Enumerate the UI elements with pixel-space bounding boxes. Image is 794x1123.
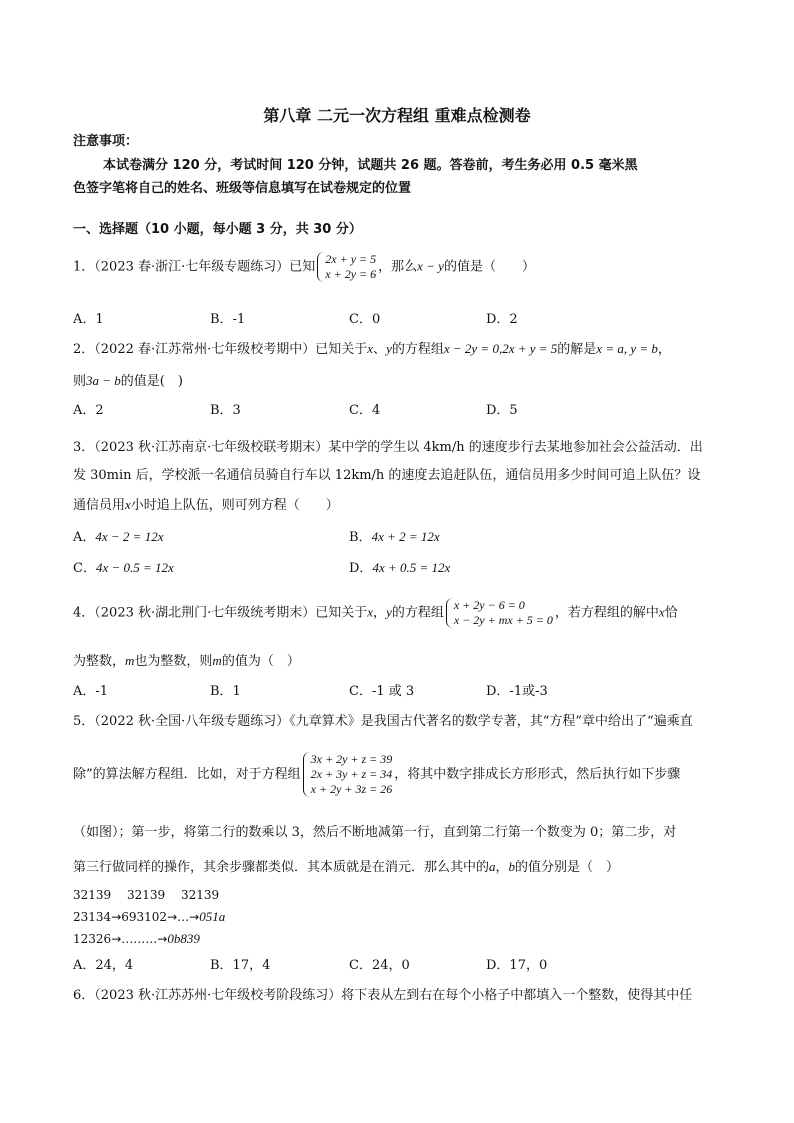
question-5-line-1: 5．（2022 秋·全国·八年级专题练习）《九章算术》是我国古代著名的数学专著，其“方程”章中给出了“遍乘直 [73, 714, 693, 729]
q3-eq-a: 4x − 2 = 12x [95, 529, 164, 544]
q5-figure-row-3: 12326→………→0b839 [73, 931, 200, 946]
question-5-line-4 [73, 858, 619, 877]
q2-solution: x = a, y = b [596, 341, 658, 356]
question-4-line-2 [73, 652, 300, 671]
q4-eq1: x + 2y − 6 = 0 [453, 598, 525, 612]
q5-figure-row-1: 32139 32139 32139 [73, 888, 220, 902]
q2-expr: 3a − b [86, 373, 121, 388]
q1-option-a[interactable]: A．1 [73, 312, 104, 327]
q4-option-b[interactable]: B．1 [210, 684, 241, 699]
q3-option-c[interactable]: C．4x − 0.5 = 12x [73, 560, 174, 576]
q1-suffix: 的值是（ ） [443, 259, 535, 275]
q3-eq-d: 4x + 0.5 = 12x [372, 560, 451, 575]
q4-var-m2: m [212, 653, 222, 668]
q5-option-a[interactable]: A．24，4 [73, 958, 134, 973]
q3-eq-b: 4x + 2 = 12x [371, 529, 440, 544]
q1-option-b[interactable]: B．-1 [210, 312, 246, 327]
notice-line-1: 本试卷满分 120 分，考试时间 120 分钟，试题共 26 题。答卷前，考生务必用 0.5 毫米黑 [103, 158, 638, 173]
q3-option-b[interactable]: B．4x + 2 = 12x [349, 529, 440, 545]
q2-option-c[interactable]: C．4 [349, 403, 381, 418]
q1-mid: ，那么 [378, 259, 418, 275]
question-5-line-3: （如图）；第一步，将第二行的数乘以 3，然后不断地减第一行，直到第二行第一个数变为 0；第二步，对 [73, 825, 677, 840]
arrow-icon: → [111, 910, 122, 924]
q4-text-f: 也为整数，则 [134, 654, 213, 669]
arrow-icon: → [167, 910, 178, 924]
q1-option-d[interactable]: D．2 [486, 312, 518, 327]
q4-text-d: 恰 [664, 605, 678, 621]
q5-comma: ， [495, 860, 509, 875]
q4-eq2: x − 2y + mx + 5 = 0 [453, 613, 553, 627]
q4-var-m: m [125, 653, 135, 668]
q2-text-e: 则 [73, 374, 87, 389]
q2-text-c: 的解是 [557, 342, 597, 357]
q4-option-c[interactable]: C．-1 或 3 [349, 684, 415, 699]
page-title: 第八章 二元一次方程组 重难点检测卷 [263, 106, 531, 125]
question-3-line-3 [73, 496, 339, 515]
q5-option-c[interactable]: C．24，0 [349, 958, 410, 973]
q4-system [446, 598, 553, 628]
q2-option-a[interactable]: A．2 [73, 403, 104, 418]
q4-option-d[interactable]: D．-1或-3 [486, 684, 548, 699]
question-6-line-1: 6．（2023 秋·江苏苏州·七年级校考阶段练习）将下表从左到右在每个小格子中都填入一个整数，使得其中任 [73, 988, 693, 1003]
q2-text-d: ， [657, 342, 671, 357]
q5-text-b: ，将其中数字排成长方形形式，然后执行如下步骤 [394, 767, 681, 782]
q3-option-a[interactable]: A．4x − 2 = 12x [73, 529, 164, 545]
q2-var-x: x [367, 341, 374, 356]
q2-text-f: 的值是( ) [120, 374, 183, 389]
q5-var-b: b [508, 859, 516, 874]
q4-text-g: 的值为（ ） [221, 654, 300, 669]
q2-text-b: 的方程组 [391, 342, 444, 357]
q3-text-a: 通信员用 [73, 498, 126, 513]
q4-var-y: y [386, 604, 392, 620]
q4-sep: ， [373, 605, 387, 621]
q5-text-a: 除”的算法解方程组．比如，对于方程组 [73, 767, 301, 782]
q4-text-c: ，若方程组的解中 [554, 605, 659, 621]
q1-eq1: 2x + y = 5 [325, 252, 377, 266]
q1-system [317, 252, 376, 282]
section-heading: 一、选择题（10 小题，每小题 3 分，共 30 分） [73, 222, 362, 237]
question-1 [73, 252, 535, 282]
question-3-line-1: 3．（2023 秋·江苏南京·七年级校联考期末）某中学的学生以 4km/h 的速度步行去某地参加社会公益活动．出 [73, 440, 703, 455]
arrow-icon: → [189, 910, 200, 924]
question-3-line-2: 发 30min 后，学校派一名通信员骑自行车以 12km/h 的速度去追赶队伍，通信员用多少时间可追上队伍？设 [73, 468, 701, 483]
arrow-icon: → [111, 932, 122, 946]
q5-figure-row-2: 23134→693102→…→051a [73, 909, 226, 924]
question-5-line-2 [73, 752, 680, 797]
q5-eq3: x + 2y + 3z = 26 [310, 782, 393, 796]
q1-eq2: x + 2y = 6 [325, 267, 377, 281]
q2-var-y: y [386, 341, 392, 356]
q4-text-a: 4．（2023 秋·湖北荆门·七年级统考期末）已知关于 [73, 605, 368, 621]
q4-text-e: 为整数， [73, 654, 126, 669]
question-2-line-2 [73, 372, 183, 391]
q3-var-x: x [125, 497, 131, 512]
q5-text-c: 第三行做同样的操作，其余步骤都类似．其本质就是在消元．那么其中的 [73, 860, 490, 875]
q4-text-b: 的方程组 [391, 605, 444, 621]
q3-text-b: 小时追上队伍，则可列方程（ ） [130, 498, 339, 513]
q5-text-d: 的值分别是（ ） [515, 860, 620, 875]
q5-option-d[interactable]: D．17，0 [486, 958, 548, 973]
q2-text-a: 2．（2022 春·江苏常州·七年级校考期中）已知关于 [73, 342, 368, 357]
q4-option-a[interactable]: A．-1 [73, 684, 109, 699]
q1-prefix: 1．（2023 春·浙江·七年级专题练习）已知 [73, 259, 316, 275]
q1-option-c[interactable]: C．0 [349, 312, 381, 327]
q4-var-x: x [367, 604, 374, 620]
notice-heading: 注意事项： [73, 134, 139, 149]
q5-eq2: 2x + 3y + z = 34 [310, 767, 393, 781]
q1-expr: x − y [417, 258, 444, 274]
question-2 [73, 340, 671, 359]
q2-system: x − 2y = 0,2x + y = 5 [443, 341, 558, 356]
q2-option-b[interactable]: B．3 [210, 403, 241, 418]
q3-option-d[interactable]: D．4x + 0.5 = 12x [349, 560, 451, 576]
q3-eq-c: 4x − 0.5 = 12x [95, 560, 174, 575]
q2-sep: 、 [373, 342, 387, 357]
q4-var-x2: x [658, 604, 665, 620]
q2-option-d[interactable]: D．5 [486, 403, 518, 418]
q5-option-b[interactable]: B．17，4 [210, 958, 271, 973]
question-4 [73, 598, 678, 628]
arrow-icon: → [157, 932, 168, 946]
q5-var-a: a [489, 859, 496, 874]
notice-line-2: 色签字笔将自己的姓名、班级等信息填写在试卷规定的位置 [73, 181, 412, 196]
q5-system [303, 752, 393, 797]
q5-eq1: 3x + 2y + z = 39 [310, 752, 393, 766]
